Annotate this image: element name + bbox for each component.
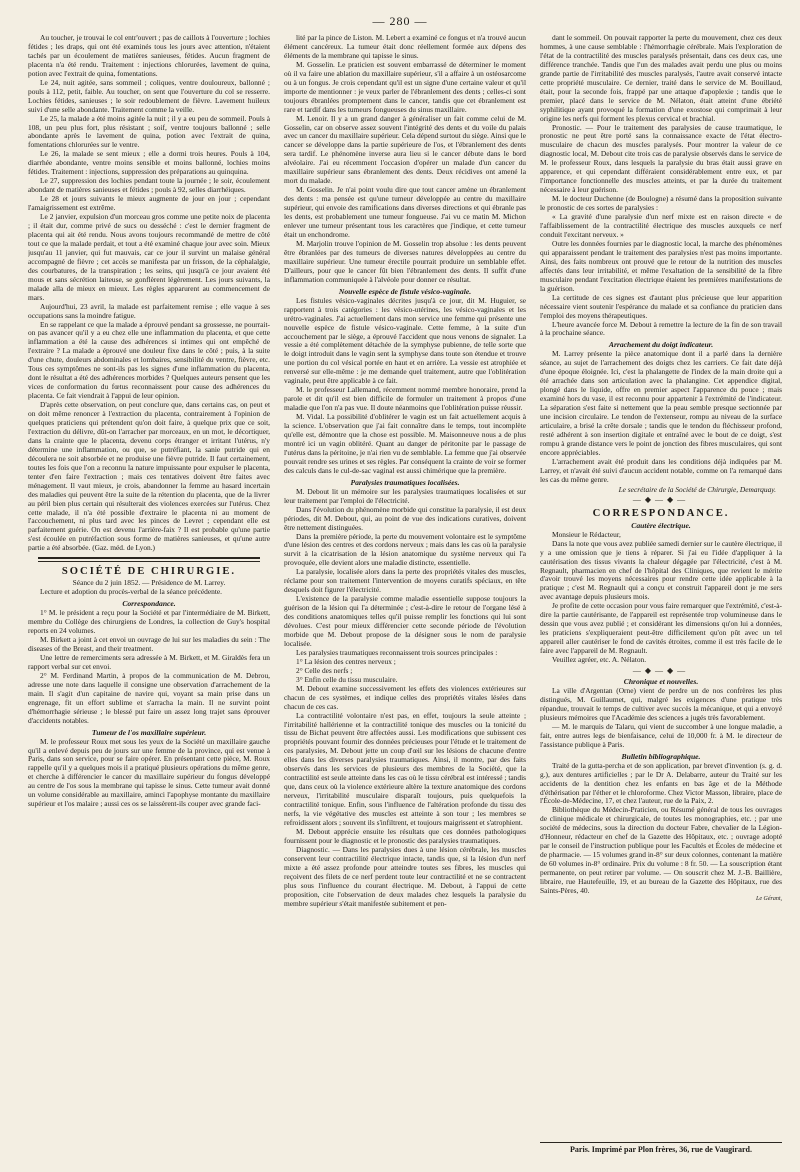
column-2	[284, 34, 526, 1154]
seance-line: Séance du 2 juin 1852. — Présidence de M. Larrey.	[72, 578, 226, 588]
lecture-line: Lecture et adoption du procès-verbal de la séance précédente.	[40, 587, 223, 597]
paragraph: La certitude de ces signes est d'autant plus précieuse que leur apparition nécessaire vient soutenir l'espérance du malade et sa confiance du praticien dans l'emploi des moyens thérapeutiques.	[540, 292, 782, 320]
paragraph: D'après cette observation, on peut conclure que, dans certains cas, on peut et on doit même renoncer à l'extraction du placenta, contrairement à l'opinion de quelques praticiens qui prétendent qu'on doit faire, à quelque prix que ce soit, l'extraction du délivre, dût-on l'arracher par morceaux, en un mot, le décortiquer, dans la crainte que le placenta, devenu corps étranger et irritant l'utérus, n'y détermine une inflammation, ou que, se putréfiant, la sanie putride qui en découlera ne soit absorbée et ne produise une fièvre putride. Il faut certainement, toutes les fois que l'on a reconnu la nature impuissante pour expulser le placenta, tenter d'en faire l'extraction ; mais ces tentatives doivent être faites avec ménagement. Il vaut mieux, je crois, abandonner la femme au hasard incertain des maladies qui peuvent être la suite de la rétention du placenta, que de la livrer au péril bien plus certain qui résulterait des violences exercées sur l'utérus. Chez cette malade, il n'a été possible d'extraire le placenta ni au moment de l'accouchement, ni plus tard avec les pinces de Levret ; cependant elle est parfaitement guérie. On est devenu l'arrière-faix ? Il est probable qu'une partie s'est écoulée en putréfaction sous forme de matières sanieuses, et qu'une autre partie a été absorbée. (Gaz. méd. de Lyon.)	[28, 400, 270, 553]
paragraph: dant le sommeil. On pouvait rapporter la perte du mouvement, chez ces deux hommes, à une cause semblable : l'hémorrhagie cérébrale. Mais l'exploration de l'état de la contractilité des muscles paralysés présentait, dans ces deux cas, une différence tranchée. Tandis que l'un des malades avait perdu une plus ou moins grande partie de l'irritabilité des muscles paralysés, l'autre avait conservé intacte cette propriété musculaire. Ce dernier, traité dans le service de M. Bouillaud, était, pour la seconde fois, frappé par une attaque d'apoplexie ; tandis que le premier, placé dans le service de M. Nélaton, était atteint d'une ébriété syphilitique ayant provoqué la formation d'une exostose qui comprimait à leur origine les nerfs qui forment les plexus cervical et brachial.	[540, 34, 782, 123]
paragraph: lité par la pince de Liston. M. Lebert a examiné ce fongus et n'a trouvé aucun élément cancéreux. La tumeur était donc réellement formée aux dépens des éléments de la membrane qui tapisse le sinus.	[284, 34, 526, 60]
paragraph: La contractilité volontaire n'est pas, en effet, toujours la seule atteinte ; l'irritabilité hallérienne et la contractilité tonique des muscles ou la tonicité du tissu de Bichat peuvent être affectées aussi. Les modifications que subissent ces propriétés pouvant fournir des données précieuses pour l'étude et le traitement de ces paralysies, M. Debout jette un coup d'œil sur les lésions de chacune d'entre elles dans les diverses paralysies traumatiques. Ainsi, il montre, par des faits observés dans les services de plusieurs des membres de la Société, que la contractilité est seule atteinte dans les cas où le tissu cérébral est intéressé ; tandis que, dans ceux où la violence extérieure altère la texture anatomique des cordons nerveux, l'irritabilité musculaire disparaît toujours, puis quelquefois la contractilité tonique. Enfin, sous l'influence de l'altération profonde du tissu des nerfs, la vie végétative des muscles est atteinte à son tour ; les membres se refroidissent alors ; souvent ils s'infiltrent, et toujours maigrissent et s'atrophient.	[284, 710, 526, 828]
printer-imprint: Paris. Imprimé par Plon frères, 36, rue de Vaugirard.	[540, 1142, 782, 1154]
paragraph: Une lettre de remerciments sera adressée à M. Birkett, et M. Giraldès fera un rapport verbal sur cet envoi.	[28, 652, 270, 671]
subheading-fistule: Nouvelle espèce de fistule vésico-vaginale.	[338, 286, 472, 296]
paragraph: M. le professeur Lallemand, récemment nommé membre honoraire, prend la parole et dit qu'il est bien difficile de formuler un traitement à propos d'une maladie que l'on n'a pas vue. Il doute néanmoins que l'oblitération puisse réussir.	[284, 385, 526, 413]
paragraph: L'existence de la paralysie comme maladie essentielle suppose toujours la guérison de la lésion qui l'a déterminée ; c'est-à-dire le retour de l'organe lésé à des conditions anatomiques telles qu'il puisse remplir les fonctions qui lui sont dévolues. C'est pour mieux différencier cette seconde période de l'évolution morbide que M. Debout propose de la désigner sous le nom de paralysie localisée.	[284, 594, 526, 648]
subheading-chronique: Chronique et nouvelles.	[623, 677, 699, 686]
chronique-body	[540, 687, 782, 750]
paragraph: Les fistules vésico-vaginales décrites jusqu'à ce jour, dit M. Huguier, se rapportent à trois catégories : les vésico-utérines, les vésico-vaginales et les urétro-vaginales. J'ai actuellement dans mon service une femme qui présente une nouvelle espèce de fistule vésico-vaginale. Cette femme, à la suite d'un accouchement par le siège, a éprouvé l'accident que nous venons de signaler. La vessie a été complètement détachée de la symphyse pubienne, de telle sorte que le doigt introduit dans le vagin sent la symphyse dans toute son étendue et trouve une portion du col vésical portée en haut et en arrière. La vessie est atrophiée et renversé sur elle-même : je me demande quel traitement, autre que l'oblitération vaginale, peut être applicable à ce fait.	[284, 295, 526, 386]
col3-body-b	[540, 350, 782, 484]
paragraph: Dans la première période, la perte du mouvement volontaire est le symptôme d'une lésion des centres et des cordons nerveux ; mais dans les cas où la paralysie survit à la cicatrisation de la lésion anatomique du système nerveux qui l'a provoquée, elle devient alors une maladie distincte, essentielle.	[284, 531, 526, 568]
section-title-correspondance: CORRESPONDANCE.	[592, 507, 730, 519]
paragraph: Le 27, suppression des lochies pendant toute la journée ; le soir, écoulement abondant de matières sanieuses et fétides ; pouls à 92, selles diarrhéiques.	[28, 176, 270, 195]
paragraph: L'heure avancée force M. Debout à remettre la lecture de la fin de son travail à la prochaine séance.	[540, 319, 782, 338]
paragraph: Aujourd'hui, 23 avril, la malade est parfaitement remise ; elle vaque à ses occupations sans la moindre fatigue.	[28, 301, 270, 320]
paragraph: Diagnostic. — Dans les paralysies dues à une lésion cérébrale, les muscles conservent leur contractilité électrique intacte, tandis que, si la lésion d'un nerf mixte a été assez profonde pour atteindre toutes ses fibres, les muscles qui reçoivent des filets de ce nerf perdent toute leur contractilité et ne se contractent plus sous l'influence du courant électrique. M. Debout, à l'appui de cette proposition, cite l'observation de deux malades chez lesquels la paralysie du membre supérieur s'était manifestée subitement et pen-	[284, 844, 526, 908]
subheading-correspondance: Correspondance.	[122, 599, 176, 609]
columns	[28, 34, 784, 1154]
subheading-paralysies: Paralysies traumatiques localisées.	[350, 477, 460, 487]
paragraph: « La gravité d'une paralysie d'un nerf mixte est en raison directe « de l'affaiblissement de la contractilité électrique des muscles auxquels ce nerf conduit l'excitant nerveux. »	[540, 212, 782, 239]
paragraph: Pronostic. — Pour le traitement des paralysies de cause traumatique, le pronostic ne peut être porté sans la connaissance exacte de l'état électro-musculaire de chacun des muscles paralysés. Pour montrer la valeur de ce diagnostic local, M. Debout cite trois cas de paralysie observés dans le service de M. le professeur Roux, dans lesquels la paralysie du bras était aussi grave en apparence, et qui cependant différaient considérablement entre eux, et par l'importance fonctionnelle des muscles atteints, et par la durée du traitement nécessaire à leur guérison.	[540, 122, 782, 195]
paragraph: Je profite de cette occasion pour vous faire remarquer que l'extrémité, c'est-à-dire la partie cautérisante, de l'appareil est représentée trop volumineuse dans le dessin que vous avez publié ; et considérant les dimensions qu'on lui a données, les praticiens s'expliqueraient peut-être difficilement qu'on pût avec un tel appareil aller cautériser le fond de cavités étroites, comme il est très facile de le faire avec l'appareil de M. Regnault.	[540, 601, 782, 656]
paragraph: Le 2 janvier, expulsion d'un morceau gros comme une petite noix de placenta ; il était dur, comme privé de sucs ou desséché : c'est le dernier fragment de placenta qui ait été rendu. Nous avons toujours recommandé de mettre de côté tout ce que la malade perdait, et tout a été examiné chaque jour avec soin. Mieux jusqu'au 11 janvier, qui fut mauvais, car ce jour il survint un malaise général accompagné de fièvre ; cet accès se manifesta par un frisson, de la céphalalgie, des courbatures, de la transpiration ; les seins, qui jusqu'à ce jour avaient été mous et sans sécrétion laiteuse, se gonflèrent légèrement. Les jours suivants, la malade alla de mieux en mieux. Les règles apparurent au commencement de mars.	[28, 212, 270, 302]
paragraph: Dans l'évolution du phénomène morbide qui constitue la paralysie, il est deux périodes, dit M. Debout, qui, au point de vue des indications curatives, doivent être nettement distinguées.	[284, 504, 526, 532]
bulletin-body	[540, 762, 782, 896]
correspondance-body	[28, 609, 270, 725]
paragraph: La ville d'Argentan (Orne) vient de perdre un de nos confrères les plus distingués, M. Guillaumet, qui, malgré les exigences d'une pratique très répandue, trouvait le temps de cultiver avec succès la mécanique, et qui a envoyé plusieurs mémoires que l'Académie des sciences a jugés très favorablement.	[540, 686, 782, 722]
column-1	[28, 34, 270, 1154]
paragraph: 1° M. le président a reçu pour la Société et par l'intermédiaire de M. Birkett, membre du Collège des chirurgiens de Londres, la collection de Guy's hospital reports en 24 volumes.	[28, 608, 270, 636]
tumeur-paragraph: M. le professeur Roux met sous les yeux de la Société un maxillaire gauche qu'il a enlevé depuis peu de jours sur une femme de la province, qui est venue à Paris, dans son service, pour se faire opérer. En présentant cette pièce, M. Roux rappelle qu'il y a quelques mois il a pratiqué plusieurs opérations du même genre, et cherche à différencier le cancer du maxillaire supérieur du fongus développé au centre de l'os sous la membrane qui tapisse le sinus. Cette tumeur avait donné un volume considérable au maxillaire, aminci l'apophyse montante du maxillaire supérieur et l'os malaire ; aussi ces os se laissèrent-ils couper avec grande faci-	[28, 736, 270, 809]
paragraph: Outre les données fournies par le diagnostic local, la marche des phénomènes qui apparaissent pendant le traitement des paralysies n'est pas moins importante. Ainsi, des faits nombreux ont prouvé que le retour de la nutrition des muscles affectés dans leur irritabilité, et même l'exaltation de la sensibilité de la fibre musculaire pendant l'excitation électrique étaient les premières manifestations de la guérison.	[540, 238, 782, 293]
col3-body-c	[540, 540, 782, 665]
section-title-societe: SOCIÉTÉ DE CHIRURGIE.	[61, 566, 237, 578]
subheading-doigt: Arrachement du doigt indicateur.	[608, 340, 714, 350]
paragraph: La paralysie, localisée alors dans la perte des propriétés vitales des muscles, réclame pour son traitement l'intervention de moyens curatifs spéciaux, en tête desquels doit figurer l'électricité.	[284, 567, 526, 595]
paragraph: M. Debout examine successivement les effets des violences extérieures sur chacun de ces systèmes, et indique celles des propriétés vitales lésées dans chacun de ces cas.	[284, 683, 526, 711]
paragraph: Le 25, la malade a été moins agitée la nuit ; il y a eu peu de sommeil. Pouls à 108, un peu plus fort, plus résistant ; soif, ventre toujours ballonné ; selle abondante après le lavement de quina, potion avec l'extrait de quina, fomentations chlorurées sur le ventre.	[28, 113, 270, 150]
paragraph: M. Lenoir. Il y a un grand danger à généraliser un fait comme celui de M. Gosselin, car on observe assez souvent l'intégrité des dents et du voile du palais avec un cancer du maxillaire supérieur. Cela dépend surtout du siège. Ainsi que le cancer se développe dans la partie supérieure de l'os, et l'ébranlement des dents sera tardif. Le phénomène inverse aura lieu si le cancer débute dans le bord alvéolaire. J'ai eu récemment l'occasion d'opérer un malade d'un cancer du maxillaire supérieur sans ébranlement des dents. Deux récidives ont amené la mort du malade.	[284, 113, 526, 186]
paragraph: M. Gosselin. Je n'ai point voulu dire que tout cancer amène un ébranlement des dents : ma pensée est qu'une tumeur développée au centre du maxillaire supérieur, qui envoie des ramifications dans diverses directions et qui ébranle pas les dents, est probablement une tumeur fongueuse. J'ai vu ce matin M. Michon enlever une tumeur présentant tous les caractères que j'indique, et cette tumeur était un enchondrome.	[284, 185, 526, 239]
column-3	[540, 34, 782, 1154]
paragraph: Traité de la gutta-percha et de son application, par brevet d'invention (s. g. d. g.), aux dentures artificielles ; par le Dr A. Delabarre, auteur du Traité sur les accidents de la dentition chez les enfants en bas âge et de la Méthode d'éthérisation par l'éther et le chloroforme. Chez Victor Masson, libraire, place de l'École-de-Médecine, 17, et chez l'auteur, rue de la Paix, 2.	[540, 760, 782, 806]
paragraph: M. Birkett a joint à cet envoi un ouvrage de lui sur les maladies du sein : The diseases of the Breast, and their treatment.	[28, 635, 270, 653]
subheading-bulletin: Bulletin bibliographique.	[621, 751, 701, 761]
ornament-rule: —◆—◆—	[632, 494, 690, 504]
paragraph: — M. le marquis de Talaru, qui vient de succomber à une longue maladie, a fait, entre autres legs de bienfaisance, celui de 10,000 fr. à M. le directeur de l'assistance publique à Paris.	[540, 721, 782, 749]
paragraph: M. Marjolin trouve l'opinion de M. Gosselin trop absolue : les dents peuvent être ébranlées par des tumeurs de diverses natures développées au centre du maxillaire supérieur. Une tumeur érectile pourrait produire un semblable effet. D'ailleurs, pour que le cancer fût bien l'ébranlement des dents. Il suffit d'une inflammation communiquée à l'alvéole pour donner ce résultat.	[284, 238, 526, 284]
col2-body-a	[284, 34, 526, 285]
paragraph: 2° Celle des nerfs ;	[296, 665, 353, 675]
paragraph: Le 26, la malade se sent mieux ; elle a dormi trois heures. Pouls à 104, diarrhée abondante, ventre moins sensible et moins ballonné, lochies moins fétides. Traitement : injections, suppression des préparations au quinquina.	[28, 149, 270, 177]
paragraph: 2° M. Ferdinand Martin, à propos de la communication de M. Debrou, adresse une note dans laquelle il consigne une observation d'arrachement de la main. Il s'agit d'un capitaine de navire qui, voyant sa main prise dans un engrenage, fit un effort sublime et s'arracha la main. Il ne survint point d'hémorrhagie sérieuse ; le blessé put faire un assez long trajet sans éprouver d'accidents notables.	[28, 670, 270, 725]
col2-body-b	[284, 297, 526, 476]
paragraph: M. Vidal. La possibilité d'oblitérer le vagin est un fait actuellement acquis à la science. L'observation que j'ai fait connaître dans le temps, tout incomplète qu'elle est, démontre que la chose est possible. M. Maisonneuve nous a de plus montré ici un vagin oblitéré. Quant au danger de péritonite par le passage de l'utérus dans la péritoine, je n'ai rien vu de semblable. La femme que j'ai observée pouvait rendre ses urines et ses règles. Par conséquent la crainte de voir se former des calculs dans le cul-de-sac vaginal est aussi chimérique que la première.	[284, 412, 526, 475]
paragraph: Veuillez agréer, etc. A. Nélaton.	[552, 655, 647, 665]
paragraph: M. Gosselin. Le praticien est souvent embarrassé de déterminer le moment où il va faire une ablation du maxillaire supérieur, s'il a affaire à un ostéosarcome ou à un fongus. Je crois cependant qu'il est un signe d'une certaine valeur et qu'il importe de mentionner : je veux parler de l'ébranlement des dents ; celles-ci sont toujours ébranlées promptement dans le cancer, tandis que cet ébranlement est rare et tardif dans les tumeurs fongueuses du sinus maxillaire.	[284, 59, 526, 114]
secretaire-signature: Le secrétaire de la Société de Chirurgie, Demarquay.	[618, 484, 776, 494]
page-number: — 280 —	[372, 14, 428, 28]
paragraph: M. Larrey présente la pièce anatomique dont il a parlé dans la dernière séance, au sujet de l'arrachement des doigts chez les carriers. Ce fait date déjà d'une époque éloignée. Ici, c'est la phalangette de l'index de la main droite qui a été arrachée dans son articulation avec la phalangine. Cet appendice digital, plongé dans le liquide, offre en premier aspect l'apparence du pouce ; mais examiné hors du vase, il est reconnu pour appartenir à l'extrémité de l'indicateur. La séparation s'est faite si nettement que la peau semble presque sectionnée par une incision circulaire. Le tendon de l'extenseur, rompu au niveau de la surface articulaire, a brisé la crête dorsale ; tandis que le tendon du fléchisseur profond, resté adhérent à son insertion digitale et entraîné avec le bout de ce doigt, s'est rompu à grande distance vers le point de jonction des fibres musculaires, qui sont encore appréciables.	[540, 349, 782, 457]
paragraph: M. le docteur Duchenne (de Boulogne) a résumé dans la proposition suivante le pronostic de ces sortes de paralysies :	[540, 194, 782, 213]
salutation: Monsieur le Rédacteur,	[552, 529, 621, 539]
gerant-line: Le Gérant,	[756, 895, 782, 902]
paragraph: 1° La lésion des centres nerveux ;	[296, 656, 396, 666]
paragraph: L'arrachement avait été produit dans les conditions déjà indiquées par M. Larrey, et n'avait été suivi d'aucun accident notable, comme on l'a remarqué dans les cas du même genre.	[540, 456, 782, 484]
subheading-cautere: Cautère électrique.	[631, 520, 691, 530]
ornament-rule-2: —◆—◆—	[632, 666, 690, 675]
col3-body-a	[540, 34, 782, 338]
paragraph: 3° Enfin celle du tissu musculaire.	[296, 674, 398, 684]
paragraph: Le 28 et jours suivants le mieux augmente de jour en jour ; cependant l'amaigrissement est extrême.	[28, 194, 270, 213]
paragraph: M. Debout apprécie ensuite les résultats que ces données pathologiques fournissent pour le diagnostic et le pronostic des paralysies traumatiques.	[284, 826, 526, 845]
section-rule	[38, 557, 260, 562]
paragraph: Au toucher, je trouvai le col entr'ouvert ; pas de caillots à l'ouverture ; lochies fétides ; les draps, qui ont été examinés tous les jours avec attention, n'étaient tachés par un écoulement de matières sanieuses, fétides. Aucun fragment de placenta n'a été rendu. Traitement : injections chlorurées, lavement de quina, potion avec l'extrait de quina, fomentations.	[28, 34, 270, 78]
paragraph: Bibliothèque du Médecin-Praticien, ou Résumé général de tous les ouvrages de clinique médicale et chirurgicale, de toutes les monographies, etc. ; par une société de médecins, sous la direction du docteur Fabre, chevalier de la Légion-d'Honneur, rédacteur en chef de la Gazette des Hôpitaux, etc. ; ouvrage adopté par le conseil de l'instruction publique pour les Facultés et Écoles de médecine et de pharmacie. — 15 volumes grand in-8° sur deux colonnes, contenant la matière de 60 volumes in-8° ordinaire. Prix du volume : 8 fr. 50. — La souscription étant permanente, on peut retirer par volume. — On souscrit chez M. J.-B. Baillière, libraire, rue Hautefeuille, 19, et au bureau de la Gazette des Hôpitaux, rue des Saints-Pères, 40.	[540, 805, 782, 896]
col1-body	[28, 34, 270, 553]
col2-body-c	[284, 488, 526, 909]
paragraph: En se rappelant ce que la malade a éprouvé pendant sa grossesse, ne pourrait-on pas avancer qu'il y a eu chez elle une inflammation du placenta, et que cette inflammation a été la cause des adhérences si intimes qui ont empêché de l'extraire ? La malade a éprouvé une douleur fixe dans le côté ; puis, à la suite d'une chute, douleurs abdominales et lombaires, sensibilité du ventre, fièvre, etc. Tous ces symptômes ne sont-ils pas les signes d'une inflammation du placenta, dont le résultat a été des adhérences morbides ? Quelques auteurs pensent que les vices de conformation du fœtus reconnaissent pour cause des adhérences du placenta. Ce fait viendrait à l'appui de leur opinion.	[28, 319, 270, 401]
paragraph: Dans la note que vous avez publiée samedi dernier sur le cautère électrique, il y a une omission que je tiens à réparer. Si j'ai eu l'idée d'appliquer à la cautérisation des tissus vivants la chaleur dégagée par l'électricité, c'est à M. Regnault, pharmacien en chef de l'hôpital des Cliniques, que revient le mérite d'avoir trouvé les moyens nécessaires pour rendre cette idée applicable à la pratique ; c'est M. Regnault qui a conçu et construit l'appareil dont je me sers avec avantage depuis plusieurs mois.	[540, 538, 782, 602]
paragraph: Le 24, nuit agitée, sans sommeil ; coliques, ventre douloureux, ballonné ; pouls à 112, petit, faible. Au toucher, on sent que l'ouverture du col se resserre. Lochies fétides, sanieuses ; le soir redoublement de fièvre. Lavement huileux suivi d'une selle abondante. Traitement comme la veille.	[28, 77, 270, 114]
paragraph: M. Debout lit un mémoire sur les paralysies traumatiques localisées et sur leur traitement par l'emploi de l'électricité.	[284, 486, 526, 505]
subheading-tumeur: Tumeur de l'os maxillaire supérieur.	[91, 727, 207, 737]
paragraph: Les paralysies traumatiques reconnaissent trois sources principales :	[296, 647, 498, 657]
